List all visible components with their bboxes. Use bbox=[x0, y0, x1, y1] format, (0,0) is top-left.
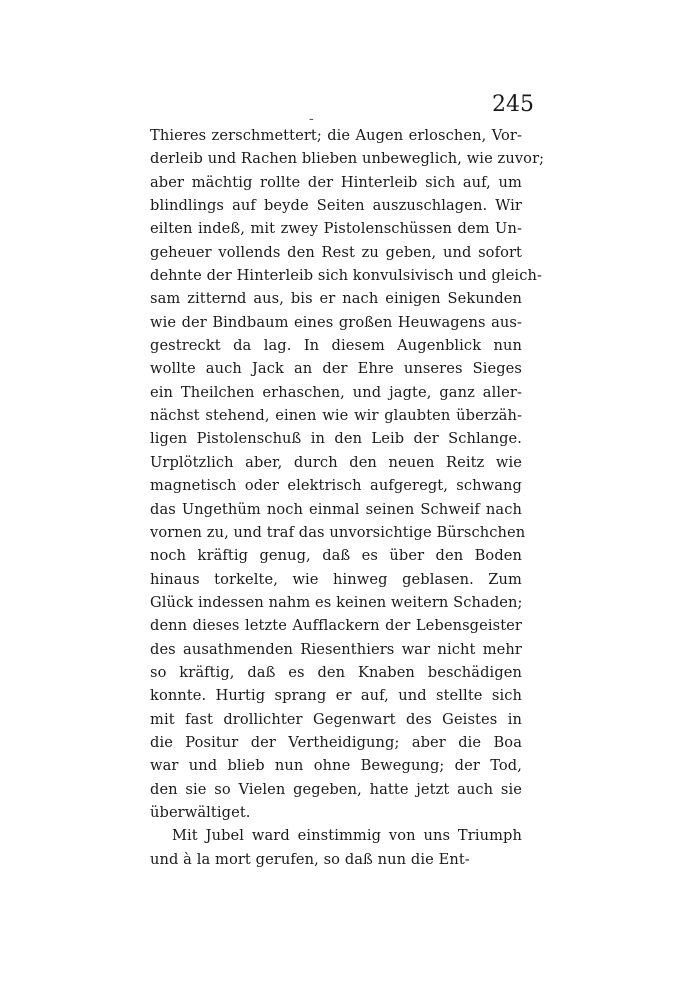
text-line: noch kräftig genug, daß es über den Boden bbox=[150, 547, 522, 565]
text-line: überwältiget. bbox=[150, 803, 251, 821]
text-line: und à la mort gerufen, so daß nun die Ent- bbox=[150, 850, 470, 868]
text-line: mit fast drollichter Gegenwart des Geistes in bbox=[150, 710, 522, 728]
text-line: war und blieb nun ohne Bewegung; der Tod, bbox=[150, 757, 522, 775]
text-line: Thieres zerschmettert; die Augen erloschen, Vor- bbox=[150, 127, 522, 144]
text-line: Urplötzlich aber, durch den neuen Reitz wie bbox=[150, 453, 522, 471]
text-line: gestreckt da lag. In diesem Augenblick nun bbox=[150, 337, 522, 355]
header-dash: - bbox=[309, 111, 314, 127]
text-line: des ausathmenden Riesenthiers war nicht mehr bbox=[150, 640, 522, 658]
page-number: 245 bbox=[492, 92, 534, 117]
text-line: Glück indessen nahm es keinen weitern Schaden; bbox=[150, 593, 523, 611]
text-line: wie der Bindbaum eines großen Heuwagens aus- bbox=[150, 313, 522, 331]
paragraph bbox=[150, 124, 545, 824]
body-text bbox=[150, 124, 545, 871]
text-line: denn dieses letzte Aufflackern der Lebensgeister bbox=[150, 617, 522, 635]
text-line: eilten indeß, mit zwey Pistolenschüssen dem Un- bbox=[150, 220, 522, 238]
text-line: den sie so Vielen gegeben, hatte jetzt auch sie bbox=[150, 780, 522, 798]
text-line: das Ungethüm noch einmal seinen Schweif nach bbox=[150, 500, 522, 518]
text-line: magnetisch oder elektrisch aufgeregt, schwang bbox=[150, 477, 522, 495]
text-line: geheuer vollends den Rest zu geben, und sofort bbox=[150, 243, 522, 261]
text-line: die Positur der Vertheidigung; aber die Boa bbox=[150, 733, 522, 751]
text-line: ein Theilchen erhaschen, und jagte, ganz aller- bbox=[150, 383, 522, 401]
text-line: vornen zu, und traf das unvorsichtige Bürschchen bbox=[150, 523, 526, 541]
paragraph bbox=[150, 824, 522, 871]
text-line: aber mächtig rollte der Hinterleib sich auf, um bbox=[150, 173, 522, 191]
text-line: dehnte der Hinterleib sich konvulsivisch und gleich- bbox=[150, 267, 543, 285]
text-line: blindlings auf beyde Seiten auszuschlagen. Wir bbox=[150, 197, 522, 215]
text-line: hinaus torkelte, wie hinweg geblasen. Zum bbox=[150, 570, 522, 588]
text-line: sam zitternd aus, bis er nach einigen Sekunden bbox=[150, 290, 522, 308]
text-line: konnte. Hurtig sprang er auf, und stellte sich bbox=[150, 687, 522, 705]
text-line: Mit Jubel ward einstimmig von uns Triumph bbox=[172, 827, 522, 845]
text-line: so kräftig, daß es den Knaben beschädigen bbox=[150, 663, 522, 681]
text-line: derleib und Rachen blieben unbeweglich, wie zuvor; bbox=[150, 150, 545, 168]
text-line: wollte auch Jack an der Ehre unseres Sieges bbox=[150, 360, 522, 378]
text-line: nächst stehend, einen wie wir glaubten überzäh- bbox=[150, 407, 522, 425]
text-line: ligen Pistolenschuß in den Leib der Schlange. bbox=[150, 430, 522, 448]
